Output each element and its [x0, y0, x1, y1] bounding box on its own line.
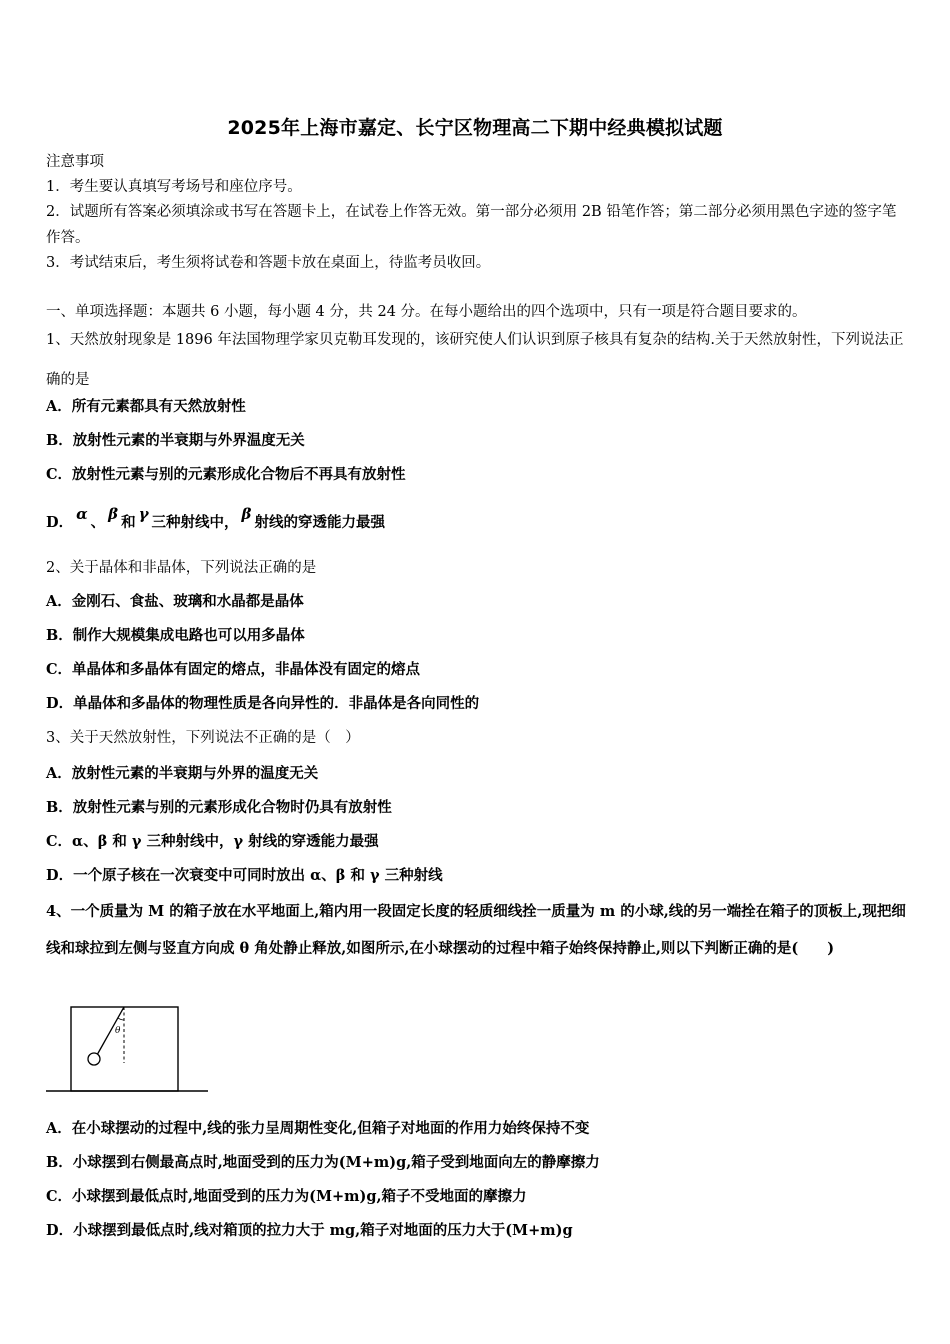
section-heading: 一、单项选择题：本题共 6 小题，每小题 4 分，共 24 分。在每小题给出的四个选项中，只有一项是符合题目要求的。: [46, 304, 807, 320]
angle-arc: [118, 1018, 124, 1020]
q2-option-a: A．金刚石、食盐、玻璃和水晶都是晶体: [46, 593, 304, 610]
q3-option-a: A．放射性元素的半衰期与外界的温度无关: [46, 765, 319, 782]
q1-stem: 1、天然放射现象是 1896 年法国物理学家贝克勒耳发现的，该研究使人们认识到原子核具有复杂的结构.关于天然放射性，下列说法正确的是: [46, 332, 904, 388]
notice-heading: 注意事项: [46, 154, 104, 170]
q1-option-d-and: 和: [121, 514, 136, 531]
q1-option-d-sep: 、: [90, 514, 106, 531]
q4-stem: 4、一个质量为 M 的箱子放在水平地面上,箱内用一段固定长度的轻质细线拴一质量为 m 的小球,线的另一端拴在箱子的顶板上,现把细线和球拉到左侧与竖直方向成 θ 角处静止释放,如图所示,在小球摆动的过程中箱子始终保持静止,则以下判断正确的是( ): [46, 903, 906, 957]
q1-option-c: C．放射性元素与别的元素形成化合物后不再具有放射性: [46, 466, 406, 483]
q2-option-b: B．制作大规模集成电路也可以用多晶体: [46, 627, 305, 644]
theta-label: θ: [115, 1026, 121, 1036]
notice-item-2: 2．试题所有答案必须填涂或书写在答题卡上，在试卷上作答无效。第一部分必须用 2B 铅笔作答；第二部分必须用黑色字迹的签字笔作答。: [46, 204, 897, 246]
q1-option-a: A．所有元素都具有天然放射性: [46, 398, 246, 415]
q1-option-d-label: D．: [46, 514, 74, 531]
q4-option-a: A．在小球摆动的过程中,线的张力呈周期性变化,但箱子对地面的作用力始终保持不变: [46, 1120, 590, 1137]
q1-option-d-mid: 三种射线中，: [151, 514, 239, 531]
q2-option-c: C．单晶体和多晶体有固定的熔点，非晶体没有固定的熔点: [46, 661, 421, 678]
q2-option-d: D．单晶体和多晶体的物理性质是各向异性的．非晶体是各向同性的: [46, 695, 480, 712]
page-title: 2025年上海市嘉定、长宁区物理高二下期中经典模拟试题: [227, 117, 723, 139]
q3-option-d: D．一个原子核在一次衰变中可同时放出 α、β 和 γ 三种射线: [46, 867, 443, 884]
q1-option-d: [46, 505, 385, 533]
q3-option-c: C．α、β 和 γ 三种射线中，γ 射线的穿透能力最强: [46, 833, 379, 850]
q4-option-d: D．小球摆到最低点时,线对箱顶的拉力大于 mg,箱子对地面的压力大于(M+m)g: [46, 1222, 573, 1239]
notice-item-1: 1．考生要认真填写考场号和座位序号。: [46, 179, 302, 195]
q4-option-c: C．小球摆到最低点时,地面受到的压力为(M+m)g,箱子不受地面的摩擦力: [46, 1188, 527, 1205]
beta-symbol-2: β: [241, 505, 252, 523]
alpha-symbol: α: [76, 505, 88, 523]
q1-option-d-end: 射线的穿透能力最强: [254, 514, 385, 531]
pendulum-box-figure: [46, 1003, 216, 1095]
q3-stem: 3、关于天然放射性，下列说法不正确的是（ ）: [46, 730, 360, 746]
notice-item-3: 3．考试结束后，考生须将试卷和答题卡放在桌面上，待监考员收回。: [46, 255, 491, 271]
q4-option-b: B．小球摆到右侧最高点时,地面受到的压力为(M+m)g,箱子受到地面向左的静摩擦力: [46, 1154, 600, 1171]
q2-stem: 2、关于晶体和非晶体，下列说法正确的是: [46, 560, 317, 576]
q1-option-b: B．放射性元素的半衰期与外界温度无关: [46, 432, 305, 449]
gamma-symbol: γ: [138, 505, 149, 523]
beta-symbol: β: [108, 505, 119, 523]
pendulum-ball: [88, 1053, 100, 1065]
q3-option-b: B．放射性元素与别的元素形成化合物时仍具有放射性: [46, 799, 392, 816]
